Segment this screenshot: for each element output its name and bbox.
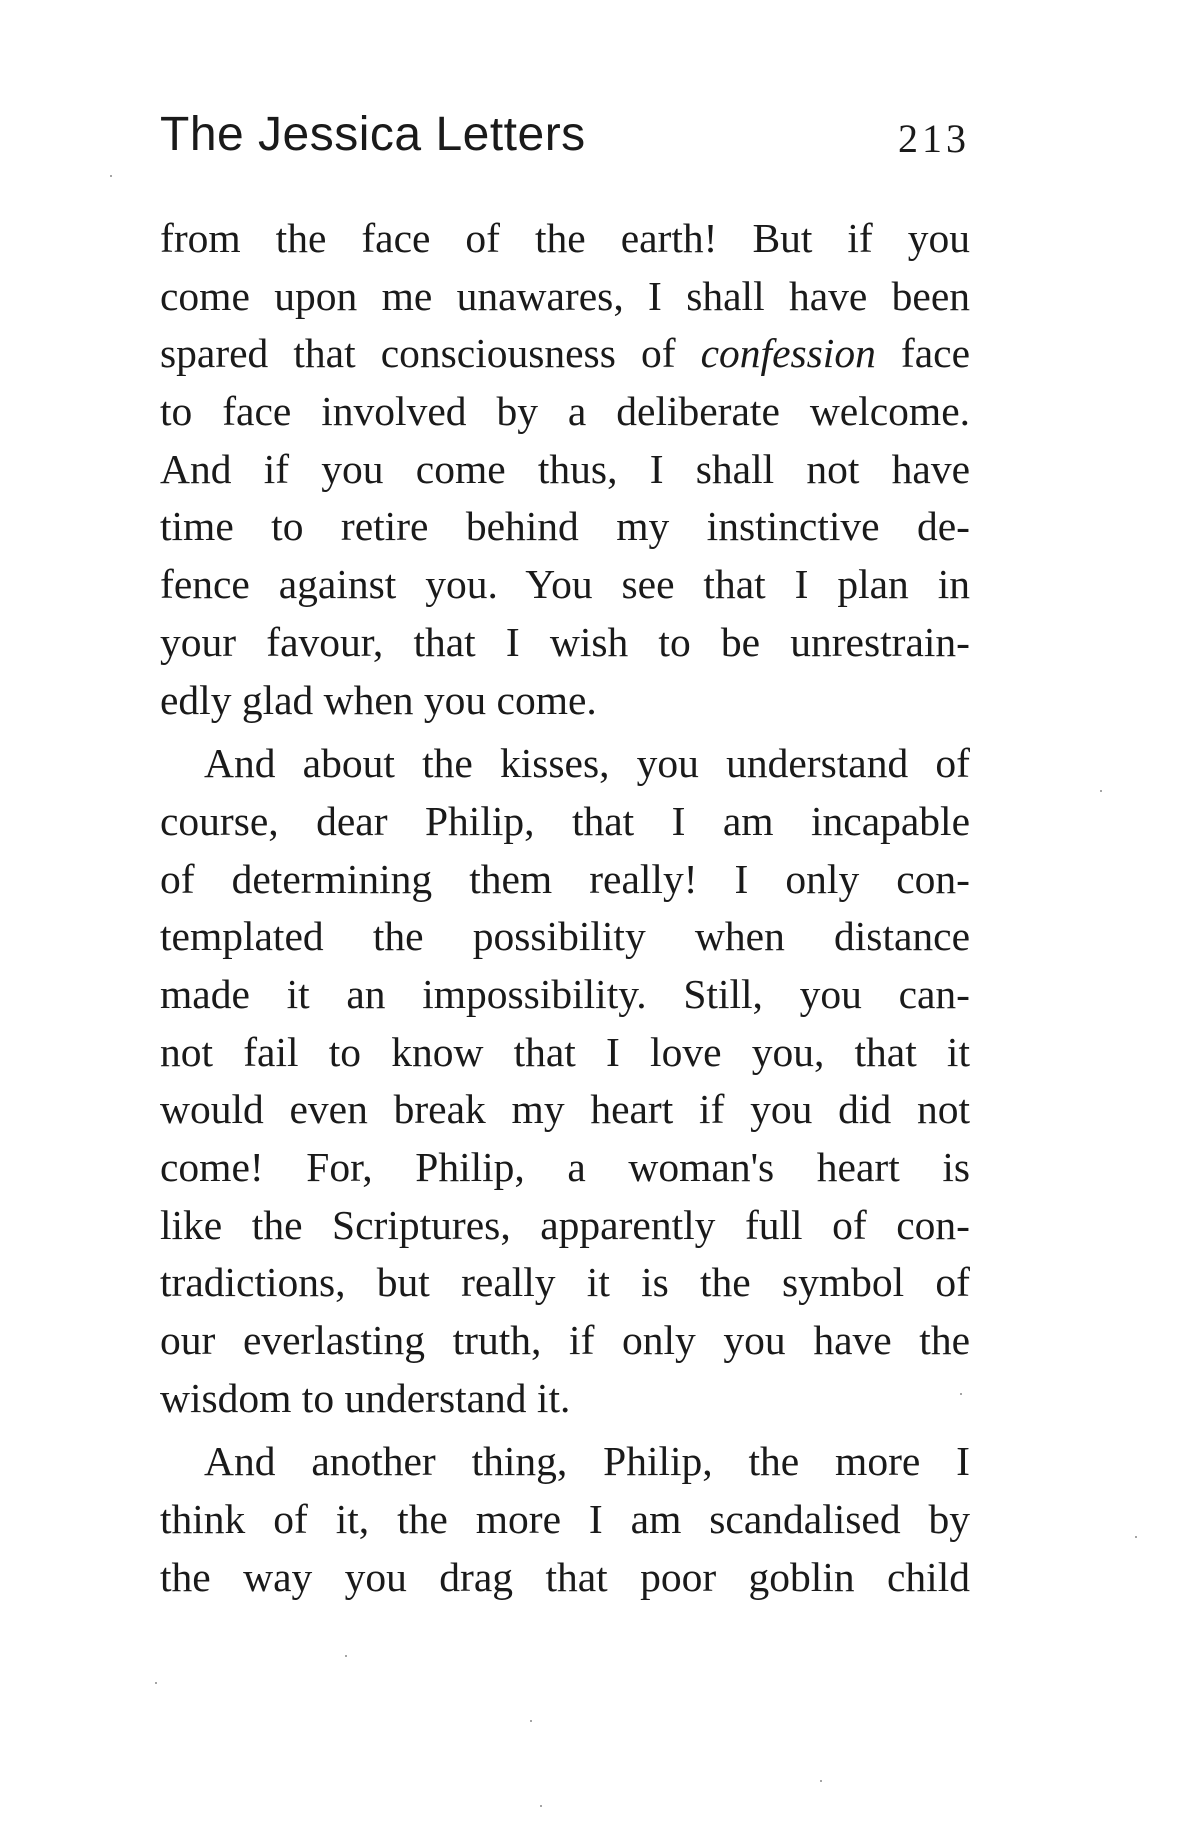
text-line: spared that consciousness of confession face xyxy=(160,330,970,377)
scan-speck xyxy=(530,1720,532,1722)
italic-word: confession xyxy=(700,330,876,377)
scan-speck xyxy=(820,1780,822,1782)
text-line: not fail to know that I love you, that it xyxy=(160,1028,970,1075)
scan-speck xyxy=(345,1655,347,1657)
paragraph xyxy=(160,210,970,729)
text-line: the way you drag that poor goblin child xyxy=(160,1553,970,1600)
text-line: our everlasting truth, if only you have the xyxy=(160,1317,970,1364)
text-line: of determining them really! I only con- xyxy=(160,855,970,902)
text-line: wisdom to understand it. xyxy=(160,1374,571,1421)
text-line: think of it, the more I am scandalised by xyxy=(160,1496,970,1543)
scan-speck xyxy=(110,175,112,177)
text-line: edly glad when you come. xyxy=(160,676,597,723)
scan-speck xyxy=(155,1682,157,1684)
text-line: templated the possibility when distance xyxy=(160,913,970,960)
page-number: 213 xyxy=(898,116,970,161)
text-line: come upon me unawares, I shall have been xyxy=(160,272,970,319)
paragraph xyxy=(160,1433,970,1606)
text-line: would even break my heart if you did not xyxy=(160,1086,970,1133)
body-text xyxy=(160,210,970,1607)
text-line: And about the kisses, you understand of xyxy=(204,740,970,787)
text-line: to face involved by a deliberate welcome. xyxy=(160,388,970,435)
scan-speck xyxy=(960,1393,962,1395)
text-line: And another thing, Philip, the more I xyxy=(204,1438,970,1485)
text-line: come! For, Philip, a woman's heart is xyxy=(160,1144,970,1190)
page-header xyxy=(160,100,970,170)
text-line: made it an impossibility. Still, you can- xyxy=(160,970,970,1017)
running-title: The Jessica Letters xyxy=(160,108,586,161)
scan-speck xyxy=(1100,790,1102,792)
scan-speck xyxy=(1135,1536,1137,1538)
text-line: fence against you. You see that I plan in xyxy=(160,561,970,608)
text-line: your favour, that I wish to be unrestrain- xyxy=(160,618,970,665)
text-line: from the face of the earth! But if you xyxy=(160,215,970,261)
text-line: And if you come thus, I shall not have xyxy=(160,445,970,492)
paragraph xyxy=(160,735,970,1427)
scan-speck xyxy=(540,1805,542,1807)
text-line: like the Scriptures, apparently full of con- xyxy=(160,1201,970,1248)
text-line: tradictions, but really it is the symbol of xyxy=(160,1259,970,1306)
text-line: course, dear Philip, that I am incapable xyxy=(160,797,970,844)
text-line: time to retire behind my instinctive de- xyxy=(160,503,970,550)
